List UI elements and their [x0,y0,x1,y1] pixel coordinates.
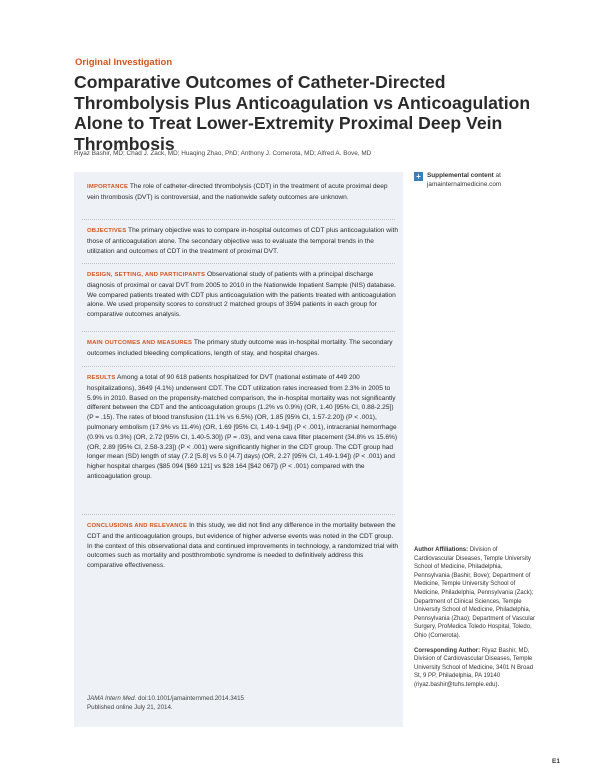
abstract-design [87,270,399,320]
measures-heading: MAIN OUTCOMES AND MEASURES [87,340,193,346]
design-text: Observational study of patients with a principal discharge diagnosis of proximal or caval DVT from 2005 to 2010 in the Nationwide Inpatient Sample (NIS) database. We compared patients treated with CDT plus anticoagulation with the patients treated with anticoagulation alone. We used propensity scores to construct 2 matched groups of 3594 patients in each group for comparative outcomes analysis. [87,271,396,319]
conclusions-heading: CONCLUSIONS AND RELEVANCE [87,523,188,529]
article-type-label: Original Investigation [75,57,173,68]
objectives-text: The primary objective was to compare in-hospital outcomes of CDT plus anticoagulation with those of anticoagulation alone. The secondary objective was to evaluate the temporal trends in the utilization and outcomes of CDT in the treatment of proximal DVT. [87,227,399,255]
author-info [414,546,538,696]
plus-icon: + [414,172,423,181]
conclusions-text: In this study, we did not find any difference in the mortality between the CDT and the anticoagulation groups, but evidence of higher adverse events was noted in the CDT group. In the context of this observational data and continued improvements in technology, a randomized trial with outcomes such as mortality and postthrombotic syndrome is needed to definitively address this comparative effectiveness. [87,522,399,570]
supplemental-link[interactable]: at jamainternalmedicine.com [427,172,502,188]
corresponding-label: Corresponding Author: [414,647,481,654]
results-text: Among a total of 90 618 patients hospitalized for DVT (national estimate of 449 200 hospitalizations), 3649 (4.1%) underwent CDT. The CDT utilization rates increased from 2.3% in 2005 to 5.9% in 2010. Based on the propensity-matched comparison, the in-hospital mortality was not significantly different between the CDT and the anticoagulation groups (1.2% vs 0.9%) (OR, 1.40 [95% CI, 0.88-2.25]) (P = .15). The rates of blood transfusion (11.1% vs 6.5%) (OR, 1.85 [95% CI, 1.57-2.20]) (P < .001), pulmonary embolism (17.9% vs 11.4%) (OR, 1.69 [95% CI, 1.49-1.94]) (P < .001), intracranial hemorrhage (0.9% vs 0.3%) (OR, 2.72 [95% CI, 1.40-5.30]) (P = .03), and vena cava filter placement (34.8% vs 15.6%) (OR, 2.89 [95% CI, 2.58-3.23]) (P < .001) were significantly higher in the CDT group. The CDT group had longer mean (SD) length of stay (7.2 [5.8] vs 5.0 [4.7] days) (OR, 2.27 [95% CI, 1.49-1.94]) (P < .001) and higher hospital charges ($85 094 [$69 121] vs $28 164 [$42 067]) (P < .001) compared with the anticoagulation group. [87,374,398,480]
divider [82,263,395,264]
results-heading: RESULTS [87,375,116,381]
corresponding-author [414,647,538,690]
objectives-heading: OBJECTIVES [87,228,127,234]
affiliations-label: Author Affiliations: [414,547,469,553]
divider [82,366,395,367]
importance-heading: IMPORTANCE [87,184,129,190]
divider [82,219,395,220]
article-title: Comparative Outcomes of Catheter-Directed Thrombolysis Plus Anticoagulation vs Anticoagulation Alone to Treat Lower-Extremity Proximal Deep Vein Thrombosis [74,72,531,154]
abstract-importance [87,182,399,203]
corresponding-text: Riyaz Bashir, MD, Division of Cardiovascular Diseases, Temple University School of Medicine, 3401 N Broad St, 9 PP, Philadelphia, PA 19140 (riyaz.bashir@tuhs.temple.edu). [414,647,534,688]
abstract-results [87,373,399,482]
supplemental-label: Supplemental content [427,172,494,179]
abstract-objectives [87,226,399,256]
page-number: E1 [552,758,560,765]
author-list: Riyaz Bashir, MD; Chad J. Zack, MD; Huaqing Zhao, PhD; Anthony J. Comerota, MD; Alfred A. Bove, MD [74,150,372,157]
abstract-box [74,172,403,727]
citation [87,694,399,712]
citation-doi: doi:10.1001/jamainternmed.2014.3415 [138,695,244,702]
divider [82,331,395,332]
measures-text: The primary study outcome was in-hospital mortality. The secondary outcomes included bleeding complications, length of stay, and hospital charges. [87,339,393,357]
citation-published: Published online July 21, 2014. [87,704,173,711]
author-affiliations [414,546,538,641]
abstract-conclusions [87,521,399,571]
divider [82,514,395,515]
affiliations-text: Division of Cardiovascular Diseases, Temple University School of Medicine, Philadelphia, Pennsylvania (Bashir, Bove); Department of Medicine, Temple University School of Medicine, Philadelphia, Pennsylvania (Zack); Department of Clinical Sciences, Temple University School of Medicine, Philadelphia, Pennsylvania (Zhao); Department of Vascular Surgery, ProMedica Toledo Hospital, Toledo, Ohio (Comerota). [414,547,535,639]
citation-journal: JAMA Intern Med. [87,695,137,702]
design-heading: DESIGN, SETTING, AND PARTICIPANTS [87,272,206,278]
abstract-measures [87,338,399,359]
importance-text: The role of catheter-directed thrombolysis (CDT) in the treatment of acute proximal deep vein thrombosis (DVT) is controversial, and the nationwide safety outcomes are unknown. [87,183,388,201]
supplemental-content[interactable] [414,172,534,189]
